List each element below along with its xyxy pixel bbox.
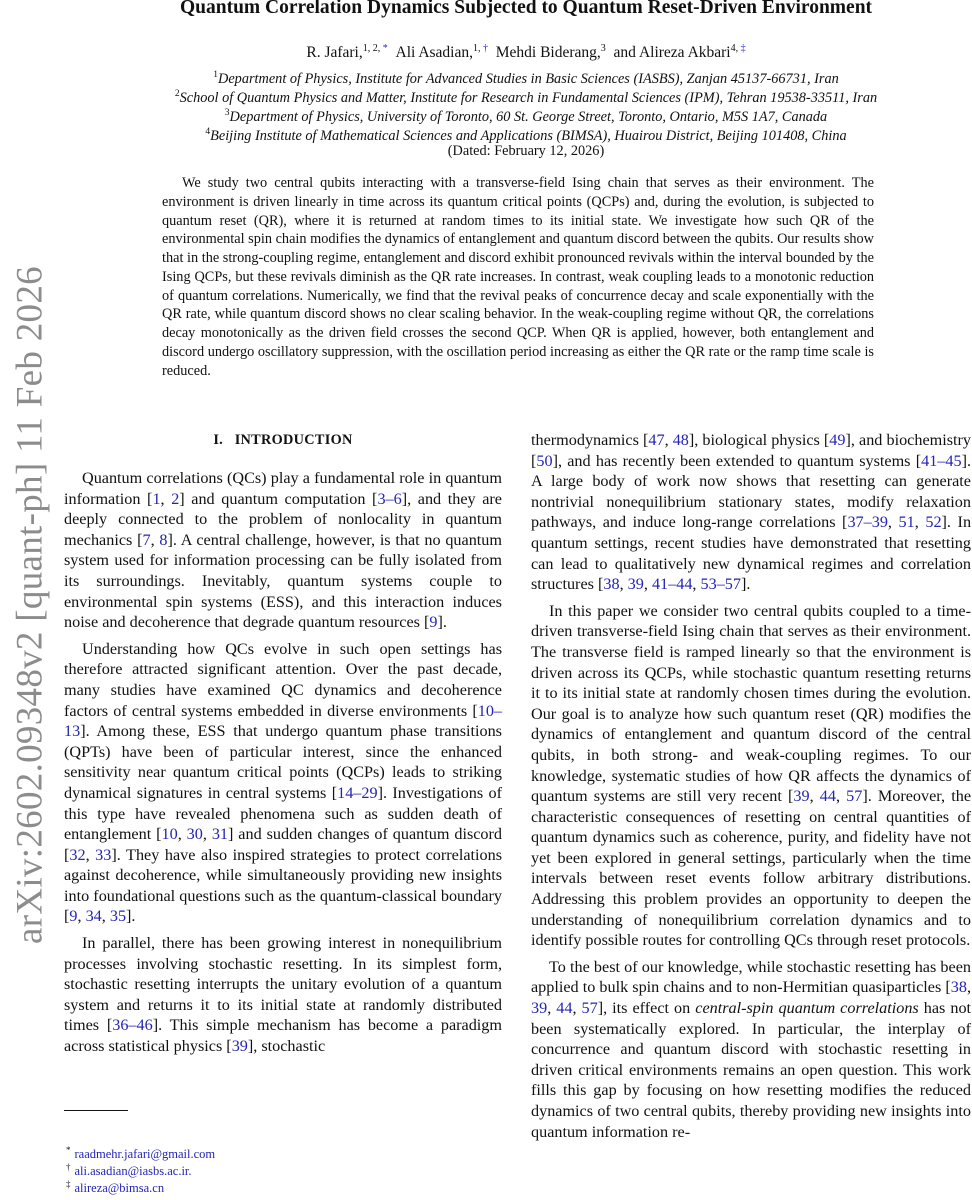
citation-link[interactable]: 52 bbox=[925, 513, 942, 532]
citation-link[interactable]: 35 bbox=[109, 907, 127, 926]
citation-link[interactable]: 9 bbox=[69, 907, 78, 926]
body-paragraph: Understanding how QCs evolve in such open settings has therefore attracted significant attention. Over the past decade, many studies have examined QC dynamics and decoherence factors of central systems embedded in diverse environments [10–13]. Among these, ESS that undergo quantum phase transitions (QPTs) have been of particular interest, since the enhanced sensitivity near quantum critical points (QCPs) leads to striking dynamical signatures in central systems [14–29]. Investigations of this type have revealed phenomena such as sudden death of entanglement [10, 30, 31] and sudden changes of quantum discord [32, 33]. They have also inspired strategies to protect correlations against decoherence, while simultaneously providing new insights into foundational questions such as the quantum-classical boundary [9, 34, 35]. bbox=[64, 639, 503, 926]
citation-link[interactable]: 14–29 bbox=[337, 783, 378, 802]
citation-link[interactable]: 34 bbox=[85, 907, 102, 926]
author-name: R. Jafari, bbox=[306, 44, 363, 62]
affiliation-4: $^4$Beijing Institute of Mathematical Sciences and Applications (BIMSA), Huairou District, Beijing 101408, China bbox=[205, 127, 847, 144]
citation-link[interactable]: 57 bbox=[846, 787, 863, 806]
citation-link[interactable]: 2 bbox=[171, 489, 180, 508]
citation-link[interactable]: 30 bbox=[186, 825, 203, 844]
abstract: We study two central qubits interacting with a transverse-field Ising chain that serves as their environment. The environment is driven linearly in time across its quantum critical points (QCPs) and, during the evolution, is subjected to quantum reset (QR), where it is returned at random times to its initial state. We investigate how such QR of the environmental spin chain modifies the dynamics of entanglement and quantum discord between the qubits. Our results show that in the strong-coupling regime, entanglement and discord exhibit pronounced revivals within the interval bounded by the Ising QCPs, but these revivals diminish as the QR rate increases. In contrast, weak coupling leads to a monotonic reduction of quantum correlations. Numerically, we find that the revival peaks of concurrence decay and scale exponentially with the QR rate, while quantum discord shows no clear scaling behavior. In the weak-coupling regime without QR, the correlations decay monotonically as the driven field crosses the second QCP. When QR is applied, however, both entanglement and discord undergo oscillatory suppression, with the oscillation period increasing as either the QR rate or the ramp time scale is reduced. bbox=[162, 175, 874, 379]
footnote-1: * raadmehr.jafari@gmail.com bbox=[66, 1145, 216, 1162]
body-paragraph: thermodynamics [47, 48], biological physics [49], and biochemistry [50], and has recently been extended to quantum systems [41–45]. A large body of work now shows that resetting can generate nontrivial nonequilibrium stationary states, modify relaxation pathways, and induce long-range correlations [37–39, 51, 52]. In quantum settings, recent studies have demonstrated that resetting can lead to qualitatively new dynamical regimes and correlation structures [38, 39, 41–44, 53–57]. bbox=[531, 431, 972, 594]
author-affil-marks: 3 bbox=[600, 43, 606, 54]
author-name: and Alireza Akbari bbox=[613, 44, 731, 62]
footnote-link[interactable]: * bbox=[382, 43, 388, 54]
body-paragraph: Quantum correlations (QCs) play a fundamental role in quantum information [1, 2] and quantum computation [3–6], and they are deeply connected to the problem of nonlocality in quantum mechanics [7, 8]. A central challenge, however, is that no quantum system used for information processing can be fully isolated from its surroundings. Inevitably, quantum systems couple to environmental spin systems (ESS), and this interaction induces noise and decoherence that degrade quantum resources [9]. bbox=[64, 469, 502, 632]
body-paragraph: In parallel, there has been growing interest in nonequilibrium processes involving stochastic resetting. In its simplest form, stochastic resetting interrupts the unitary evolution of a quantum system and returns it to its initial state at randomly distributed times [36–46]. This simple mechanism has become a paradigm across statistical physics [39], stochastic bbox=[64, 934, 502, 1056]
citation-link[interactable]: 10 bbox=[161, 825, 178, 844]
emphasis-text: central-spin quantum correlations bbox=[695, 999, 919, 1018]
email-link[interactable]: alireza@bimsa.cn bbox=[74, 1181, 165, 1196]
citation-link[interactable]: 3–6 bbox=[377, 489, 402, 508]
arxiv-identifier-stamp bbox=[0, 266, 60, 944]
section-heading: I. INTRODUCTION bbox=[213, 432, 353, 448]
citation-link[interactable]: 8 bbox=[159, 530, 168, 549]
citation-link[interactable]: 39 bbox=[627, 575, 644, 594]
citation-link[interactable]: 31 bbox=[211, 825, 228, 844]
author-name: Mehdi Biderang, bbox=[495, 44, 601, 62]
arxiv-stamp-text: arXiv:2602.09348v2 [quant-ph] 11 Feb 2026 bbox=[9, 266, 51, 944]
author-affil-marks: 1, † bbox=[473, 43, 488, 54]
citation-link[interactable]: 49 bbox=[829, 431, 846, 449]
citation-link[interactable]: 47 bbox=[648, 431, 665, 449]
footnote-rule bbox=[64, 1110, 128, 1111]
citation-link[interactable]: 32 bbox=[69, 845, 86, 864]
affiliation-2: $^2$School of Quantum Physics and Matter, Institute for Research in Fundamental Sciences (IPM), Tehran 19538-33511, Iran bbox=[174, 89, 878, 106]
author-list bbox=[80, 43, 972, 62]
citation-link[interactable]: 51 bbox=[898, 513, 915, 532]
body-paragraph: In this paper we consider two central qubits coupled to a time-driven transverse-field Ising chain that serves as their environment. The transverse field is ramped linearly so that the environment is driven across its QCPs, while stochastic quantum resetting returns it to its initial state at randomly chosen times during the evolution. Our goal is to analyze how such quantum reset (QR) modifies the dynamics of entanglement and quantum discord of the central qubits, in both strong- and weak-coupling regimes. To our knowledge, systematic studies of how QR affects the dynamics of quantum systems are still very recent [39, 44, 57]. Moreover, the characteristic consequences of resetting on central quantities of quantum dynamics such as coherence, purity, and fidelity have not yet been explored in general settings, particularly when the time intervals between reset events follow arbitrary distributions. Addressing this problem provides an opportunity to deepen the understanding of nonequilibrium correlation dynamics and to identify possible routes for controlling QCs through reset protocols. bbox=[531, 601, 971, 950]
citation-link[interactable]: 44 bbox=[819, 787, 836, 806]
footnote-link[interactable]: ‡ bbox=[740, 43, 746, 54]
citation-link[interactable]: 39 bbox=[793, 787, 810, 806]
citation-link[interactable]: 57 bbox=[581, 999, 598, 1018]
citation-link[interactable]: 50 bbox=[536, 451, 553, 470]
citation-link[interactable]: 53–57 bbox=[700, 575, 741, 594]
right-column bbox=[531, 430, 971, 1148]
date-line: (Dated: February 12, 2026) bbox=[447, 143, 605, 159]
citation-link[interactable]: 39 bbox=[531, 999, 548, 1018]
citation-link[interactable]: 48 bbox=[672, 431, 689, 449]
citation-link[interactable]: 33 bbox=[95, 845, 112, 864]
affiliation-3: $^3$Department of Physics, University of Toronto, 60 St. George Street, Toronto, Ontario, M5S 1A7, Canada bbox=[224, 108, 828, 125]
citation-link[interactable]: 41–44 bbox=[651, 575, 693, 594]
footnote-3: ‡ alireza@bimsa.cn bbox=[66, 1179, 165, 1196]
citation-link[interactable]: 39 bbox=[231, 1037, 248, 1056]
citation-link[interactable]: 37–39 bbox=[847, 513, 888, 532]
footnote-link[interactable]: † bbox=[483, 43, 488, 54]
citation-link[interactable]: 38 bbox=[603, 575, 620, 594]
body-paragraph: To the best of our knowledge, while stochastic resetting has been applied to bulk spin chains and to non-Hermitian quasiparticles [38, 39, 44, 57], its effect on central-spin quantum correlations has not been systematically explored. In particular, the interplay of concurrence and quantum discord with stochastic resetting in driven critical environments remains an open question. This work fills this gap by focusing on how resetting modifies the reduced dynamics of two central qubits, thereby providing new insights into quantum information re- bbox=[531, 957, 972, 1141]
citation-link[interactable]: 7 bbox=[142, 530, 151, 549]
email-link[interactable]: raadmehr.jafari@gmail.com bbox=[74, 1147, 216, 1162]
author-affil-marks: 4, ‡ bbox=[730, 43, 746, 54]
left-column bbox=[64, 430, 502, 1063]
author-affil-marks: 1, 2, * bbox=[362, 43, 388, 54]
footnote-2: † ali.asadian@iasbs.ac.ir. bbox=[66, 1162, 192, 1179]
email-link[interactable]: ali.asadian@iasbs.ac.ir. bbox=[74, 1164, 192, 1179]
citation-link[interactable]: 10–13 bbox=[64, 701, 502, 741]
left-paragraphs bbox=[64, 468, 502, 1057]
paper-title: Quantum Correlation Dynamics Subjected to Quantum Reset-Driven Environment bbox=[179, 0, 873, 18]
author-name: Ali Asadian, bbox=[395, 44, 473, 62]
right-paragraphs bbox=[531, 430, 971, 1142]
citation-link[interactable]: 9 bbox=[429, 613, 438, 632]
affiliation-1: $^1$Department of Physics, Institute for Advanced Studies in Basic Sciences (IASBS), Zanjan 45137-66731, Iran bbox=[213, 70, 839, 87]
citation-link[interactable]: 1 bbox=[152, 489, 161, 508]
citation-link[interactable]: 44 bbox=[556, 999, 573, 1018]
citation-link[interactable]: 36–46 bbox=[112, 1016, 153, 1035]
citation-link[interactable]: 38 bbox=[950, 978, 967, 997]
citation-link[interactable]: 41–45 bbox=[921, 451, 962, 470]
